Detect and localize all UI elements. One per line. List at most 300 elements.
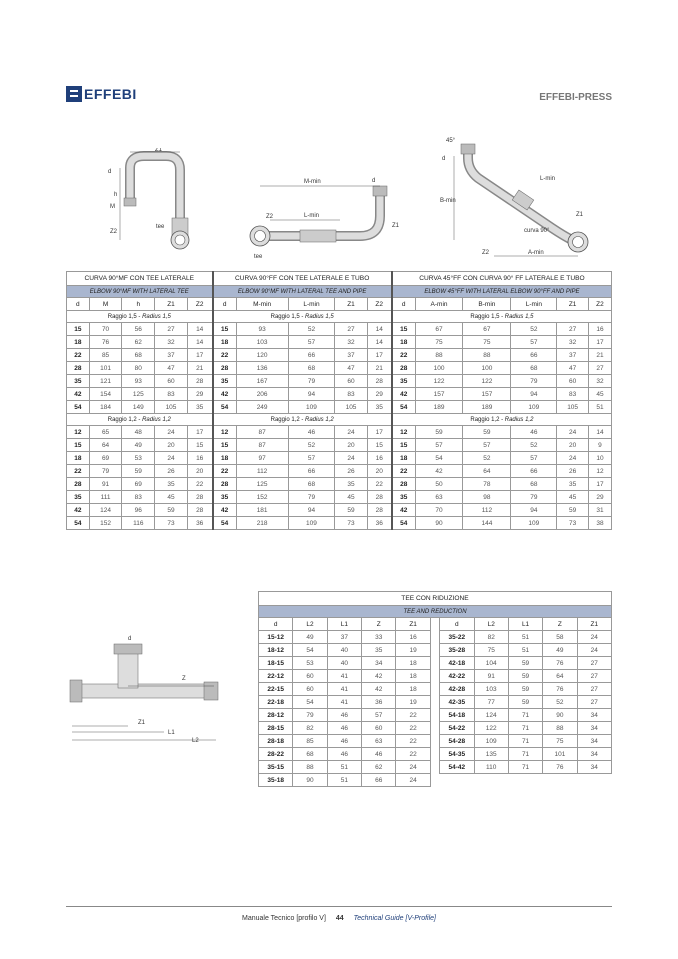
table-cell: 58	[543, 631, 577, 644]
table-cell: 18	[396, 683, 430, 696]
table-cell: 31	[588, 504, 611, 517]
table-cell: 71	[508, 748, 542, 761]
table-cell: 27	[577, 683, 611, 696]
table-cell: 46	[362, 748, 396, 761]
table-cell: 75	[415, 336, 463, 349]
table-cell: 28	[187, 491, 212, 504]
table-cell: 41	[327, 696, 361, 709]
elbow-outlet-inner	[573, 237, 584, 248]
table-cell: 42	[67, 388, 90, 401]
table-cell: 87	[236, 439, 288, 452]
table-cell: 91	[474, 670, 508, 683]
table-cell: 83	[335, 388, 367, 401]
table-cell: 54	[293, 696, 327, 709]
table-cell: 66	[288, 465, 335, 478]
radius-label	[213, 311, 392, 323]
table-cell: 22	[396, 722, 430, 735]
table-cell: 54	[415, 452, 463, 465]
table-cell: 184	[89, 401, 122, 414]
radius-label-it: Raggio 1,5 -	[107, 313, 143, 320]
table-cell: 28	[187, 375, 212, 388]
table-row	[259, 774, 612, 787]
effebi-logo	[66, 86, 137, 102]
label-lmin: L-min	[540, 176, 556, 182]
table-cell: 60	[293, 670, 327, 683]
radius-label-it: Raggio 1,2 -	[470, 416, 505, 423]
table-cell: 78	[463, 478, 511, 491]
table-cell: 66	[288, 349, 335, 362]
table-cell: 35	[155, 478, 188, 491]
label-45: 45°	[446, 138, 456, 144]
column-gap	[430, 696, 439, 709]
table-cell: 12	[588, 465, 611, 478]
table-cell: 157	[463, 388, 511, 401]
table-cell: 51	[508, 631, 542, 644]
footer-divider	[66, 906, 612, 907]
table-cell: 28	[187, 504, 212, 517]
table-cell: 109	[474, 735, 508, 748]
table-cell: 26	[335, 465, 367, 478]
table2-subtitle: TEE AND REDUCTION	[259, 606, 612, 618]
column-gap	[430, 644, 439, 657]
group-title: CURVA 45°FF CON CURVA 90° FF LATERALE E TUBO	[392, 272, 612, 286]
table-cell: 68	[511, 478, 557, 491]
table-cell: 22-12	[259, 670, 293, 683]
table-cell: 249	[236, 401, 288, 414]
table-cell: 24	[335, 426, 367, 439]
table-cell: 15	[67, 439, 90, 452]
label-amin: A-min	[528, 250, 544, 256]
table-cell: 54-42	[440, 761, 474, 774]
table-cell: 57	[511, 452, 557, 465]
table-cell: 62	[122, 336, 155, 349]
elbow-pipe-highlight	[130, 156, 180, 228]
table-cell: 112	[236, 465, 288, 478]
label-bmin: B-min	[440, 198, 456, 204]
table-cell: 22	[367, 478, 392, 491]
column-header: Z1	[335, 298, 367, 311]
table-cell: 17	[367, 426, 392, 439]
column-gap	[430, 631, 439, 644]
table-cell: 109	[511, 401, 557, 414]
table-cell: 104	[474, 657, 508, 670]
table-cell: 101	[89, 362, 122, 375]
table-cell: 37	[557, 349, 589, 362]
table-cell: 70	[89, 323, 122, 336]
radius-label-it: Raggio 1,5 -	[270, 313, 305, 320]
table-cell: 103	[236, 336, 288, 349]
table-cell: 54	[392, 401, 415, 414]
table-cell: 14	[588, 426, 611, 439]
table-cell: 76	[543, 657, 577, 670]
column-header: L1	[508, 618, 542, 631]
tee-outlet-inner	[255, 231, 266, 242]
table-cell: 42	[392, 388, 415, 401]
table-cell: 100	[463, 362, 511, 375]
table-cell: 88	[543, 722, 577, 735]
table-cell: 28	[67, 362, 90, 375]
table-cell: 35	[392, 491, 415, 504]
table-cell: 57	[362, 709, 396, 722]
column-header: d	[259, 618, 293, 631]
table-cell: 18	[396, 670, 430, 683]
table-cell: 53	[122, 452, 155, 465]
label-l2: L2	[192, 738, 199, 744]
table-cell: 34	[577, 722, 611, 735]
table-cell: 35-18	[259, 774, 293, 787]
table-cell: 73	[155, 517, 188, 530]
table-cell: 22	[67, 465, 90, 478]
label-l1: L1	[168, 730, 175, 736]
table-cell: 60	[362, 722, 396, 735]
table-cell: 79	[511, 375, 557, 388]
table-row	[67, 452, 612, 465]
radius-label-it: Raggio 1,5 -	[470, 313, 505, 320]
column-gap	[430, 657, 439, 670]
column-header: Z1	[396, 618, 430, 631]
table-cell: 135	[474, 748, 508, 761]
table-cell: 24	[557, 452, 589, 465]
empty-cell	[474, 774, 508, 787]
logo-mark-icon	[66, 86, 82, 102]
column-header: d	[392, 298, 415, 311]
table-cell: 9	[588, 439, 611, 452]
radius-label	[392, 311, 612, 323]
table-cell: 41	[327, 683, 361, 696]
table-cell: 19	[396, 644, 430, 657]
table-row	[259, 748, 612, 761]
table-cell: 69	[89, 452, 122, 465]
table-cell: 12	[392, 426, 415, 439]
table-cell: 20	[557, 439, 589, 452]
table-cell: 59	[508, 657, 542, 670]
table-cell: 45	[335, 491, 367, 504]
column-header: Z1	[155, 298, 188, 311]
table-cell: 206	[236, 388, 288, 401]
table-row	[67, 401, 612, 414]
brand-title: EFFEBI-PRESS	[539, 92, 612, 103]
table-cell: 20	[367, 465, 392, 478]
table-cell: 35	[362, 644, 396, 657]
table-cell: 27	[577, 657, 611, 670]
table-cell: 34	[577, 735, 611, 748]
table-row	[259, 761, 612, 774]
table-cell: 75	[543, 735, 577, 748]
table-cell: 79	[89, 465, 122, 478]
socket-shape	[70, 680, 82, 702]
table-cell: 16	[367, 452, 392, 465]
elbow-pipe-shape	[130, 156, 180, 228]
column-header: Z1	[577, 618, 611, 631]
label-h: h	[114, 192, 118, 198]
table-cell: 71	[508, 722, 542, 735]
column-gap	[430, 722, 439, 735]
radius-label	[67, 311, 213, 323]
table-cell: 33	[362, 631, 396, 644]
table-cell: 76	[543, 683, 577, 696]
table-row	[259, 657, 612, 670]
table-row	[67, 323, 612, 336]
table-cell: 109	[288, 517, 335, 530]
table-cell: 35	[67, 491, 90, 504]
table-cell: 15	[392, 323, 415, 336]
table-cell: 144	[463, 517, 511, 530]
table-cell: 19	[396, 696, 430, 709]
table-cell: 18	[392, 336, 415, 349]
table-cell: 49	[543, 644, 577, 657]
empty-cell	[577, 774, 611, 787]
table-cell: 32	[155, 336, 188, 349]
label-tee: tee	[254, 254, 263, 260]
socket-shape	[114, 644, 142, 654]
column-header: d	[440, 618, 474, 631]
table-cell: 54	[67, 401, 90, 414]
column-gap	[430, 761, 439, 774]
label-z1: Z1	[392, 223, 400, 229]
column-header: Z	[543, 618, 577, 631]
table-cell: 15	[213, 323, 237, 336]
table-cell: 45	[588, 388, 611, 401]
table-cell: 22	[392, 349, 415, 362]
table-cell: 42-18	[440, 657, 474, 670]
table-cell: 18-12	[259, 644, 293, 657]
radius-label	[67, 414, 213, 426]
table-cell: 90	[293, 774, 327, 787]
table-row	[67, 439, 612, 452]
table-cell: 60	[335, 375, 367, 388]
table-cell: 29	[367, 388, 392, 401]
table-cell: 91	[89, 478, 122, 491]
table-cell: 63	[415, 491, 463, 504]
table-cell: 67	[415, 323, 463, 336]
table-cell: 34	[577, 709, 611, 722]
table-cell: 22	[396, 748, 430, 761]
table-cell: 109	[511, 517, 557, 530]
table-cell: 105	[557, 401, 589, 414]
table-cell: 22-18	[259, 696, 293, 709]
table-cell: 18	[396, 657, 430, 670]
figure-elbow-45-ff-lateral-elbow-pipe	[432, 128, 602, 263]
table-cell: 57	[511, 336, 557, 349]
table-cell: 20	[335, 439, 367, 452]
table-cell: 45	[155, 491, 188, 504]
table-cell: 49	[122, 439, 155, 452]
table-cell: 18	[392, 452, 415, 465]
table-cell: 42	[362, 683, 396, 696]
table-cell: 94	[288, 388, 335, 401]
table-cell: 105	[335, 401, 367, 414]
empty-cell	[508, 774, 542, 787]
table-row	[259, 722, 612, 735]
table-cell: 120	[236, 349, 288, 362]
label-z2: Z2	[110, 229, 118, 235]
table-cell: 88	[415, 349, 463, 362]
table-row	[67, 478, 612, 491]
label-z1: Z1	[576, 212, 584, 218]
table-cell: 36	[362, 696, 396, 709]
table-row	[67, 517, 612, 530]
column-header: L1	[327, 618, 361, 631]
table-row	[67, 336, 612, 349]
table-cell: 35	[67, 375, 90, 388]
table-cell: 18	[213, 452, 237, 465]
table-cell: 22	[396, 709, 430, 722]
column-header: A-min	[415, 298, 463, 311]
radius-row	[67, 311, 612, 323]
table-row	[259, 631, 612, 644]
column-header: h	[122, 298, 155, 311]
table-cell: 59	[557, 504, 589, 517]
table-cell: 125	[122, 388, 155, 401]
table-cell: 68	[288, 362, 335, 375]
table-cell: 37	[335, 349, 367, 362]
table-cell: 122	[463, 375, 511, 388]
table-cell: 16	[396, 631, 430, 644]
table-cell: 110	[474, 761, 508, 774]
socket-shape	[124, 198, 136, 206]
table-cell: 42	[392, 504, 415, 517]
label-z1: Z1	[138, 720, 146, 726]
column-header: Z	[362, 618, 396, 631]
table-cell: 24	[335, 452, 367, 465]
label-z2: Z2	[482, 250, 490, 256]
table-cell: 79	[288, 491, 335, 504]
table-cell: 40	[327, 644, 361, 657]
table-cell: 59	[508, 696, 542, 709]
table-cell: 50	[415, 478, 463, 491]
table-cell: 22	[392, 465, 415, 478]
label-z2: Z2	[266, 214, 274, 220]
table-cell: 76	[89, 336, 122, 349]
group-subtitle: ELBOW 45°FF WITH LATERAL ELBOW 90°FF AND PIPE	[392, 286, 612, 298]
socket-shape	[461, 144, 475, 154]
column-gap	[430, 735, 439, 748]
table-cell: 71	[508, 761, 542, 774]
label-d: d	[128, 636, 132, 642]
table-cell: 32	[335, 336, 367, 349]
table-cell: 64	[89, 439, 122, 452]
footer	[0, 915, 678, 922]
label-d: d	[442, 156, 446, 162]
table-cell: 42-28	[440, 683, 474, 696]
label-lmin: L-min	[304, 213, 320, 219]
table-cell: 122	[474, 722, 508, 735]
table-cell: 51	[327, 774, 361, 787]
table-cell: 28-22	[259, 748, 293, 761]
figure-tee-reduction	[64, 630, 234, 745]
table-cell: 90	[543, 709, 577, 722]
table-cell: 112	[463, 504, 511, 517]
table-cell: 88	[463, 349, 511, 362]
table-cell: 18	[67, 336, 90, 349]
table-cell: 88	[293, 761, 327, 774]
table-cell: 42	[362, 670, 396, 683]
table-cell: 18	[67, 452, 90, 465]
table-cell: 17	[588, 336, 611, 349]
table-cell: 15	[187, 439, 212, 452]
column-header: B-min	[463, 298, 511, 311]
table-row	[67, 426, 612, 439]
figure-elbow-90-ff-lateral-tee-pipe	[240, 172, 410, 262]
table-cell: 26	[155, 465, 188, 478]
table-cell: 42-35	[440, 696, 474, 709]
table-cell: 56	[122, 323, 155, 336]
table-cell: 18-15	[259, 657, 293, 670]
table-cell: 68	[122, 349, 155, 362]
radius-label	[213, 414, 392, 426]
table-cell: 34	[362, 657, 396, 670]
radius-label-en: Radius 1,5	[142, 313, 171, 320]
table-cell: 37	[155, 349, 188, 362]
table-cell: 181	[236, 504, 288, 517]
table-cell: 16	[588, 323, 611, 336]
table-cell: 94	[288, 504, 335, 517]
socket-shape	[204, 682, 218, 700]
table-cell: 167	[236, 375, 288, 388]
table-cell: 17	[187, 426, 212, 439]
table-cell: 93	[236, 323, 288, 336]
table-cell: 80	[122, 362, 155, 375]
table-cell: 109	[288, 401, 335, 414]
table-cell: 12	[67, 426, 90, 439]
column-gap	[430, 683, 439, 696]
table-cell: 42	[213, 388, 237, 401]
table-cell: 116	[122, 517, 155, 530]
table-cell: 97	[236, 452, 288, 465]
pipe-highlight	[260, 192, 380, 236]
table-cell: 52	[543, 696, 577, 709]
table-cell: 28	[367, 504, 392, 517]
label-tee: tee	[156, 224, 165, 230]
table-cell: 27	[557, 323, 589, 336]
table-cell: 152	[236, 491, 288, 504]
table-cell: 14	[367, 336, 392, 349]
table-cell: 66	[511, 465, 557, 478]
table-cell: 27	[588, 362, 611, 375]
table-cell: 10	[588, 452, 611, 465]
table-cell: 38	[588, 517, 611, 530]
table-cell: 24	[396, 761, 430, 774]
table-cell: 83	[155, 388, 188, 401]
table-cell: 149	[122, 401, 155, 414]
table-cell: 77	[474, 696, 508, 709]
table-cell: 34	[577, 748, 611, 761]
table-cell: 42-22	[440, 670, 474, 683]
table-cell: 15	[367, 439, 392, 452]
table-cell: 46	[511, 426, 557, 439]
table-cell: 64	[463, 465, 511, 478]
footer-left: Manuale Tecnico [profilo V]	[242, 915, 326, 922]
table-cell: 22	[187, 478, 212, 491]
table-cell: 59	[122, 465, 155, 478]
table-cell: 12	[213, 426, 237, 439]
table-cell: 15	[213, 439, 237, 452]
table-cell: 94	[511, 388, 557, 401]
table-cell: 75	[474, 644, 508, 657]
table-cell: 42	[213, 504, 237, 517]
table-cell: 24	[577, 644, 611, 657]
table-cell: 124	[474, 709, 508, 722]
group-title: CURVA 90°MF CON TEE LATERALE	[67, 272, 213, 286]
table-cell: 79	[293, 709, 327, 722]
table-cell: 35-22	[440, 631, 474, 644]
column-header: M	[89, 298, 122, 311]
table-cell: 46	[327, 735, 361, 748]
table-cell: 64	[543, 670, 577, 683]
table-cell: 41	[327, 670, 361, 683]
table-cell: 68	[293, 748, 327, 761]
group-title: CURVA 90°FF CON TEE LATERALE E TUBO	[213, 272, 392, 286]
